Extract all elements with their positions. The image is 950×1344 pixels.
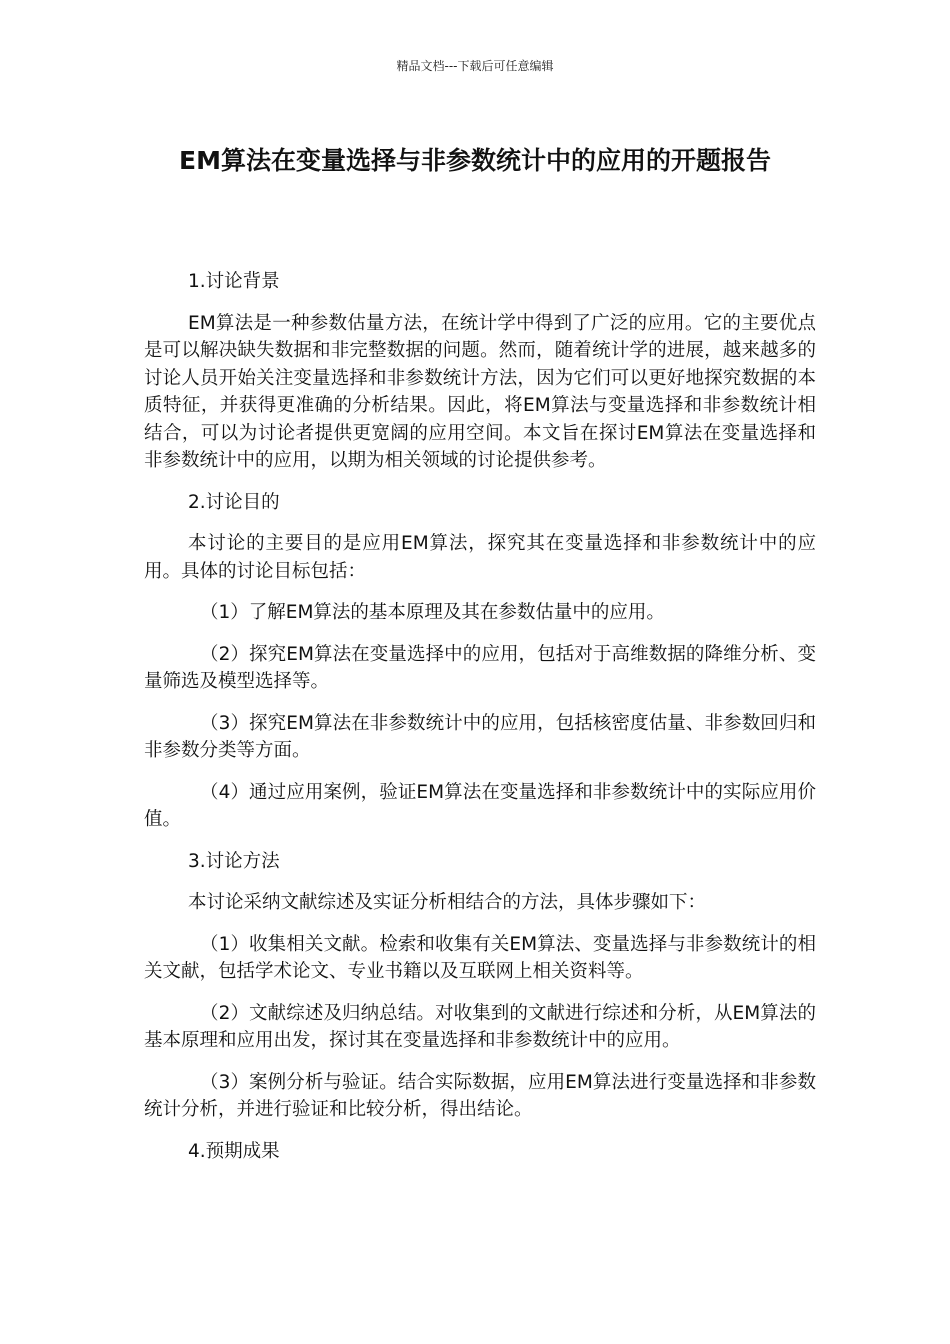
document-title: EM算法在变量选择与非参数统计中的应用的开题报告	[179, 146, 771, 175]
document-body	[144, 268, 816, 1179]
goal-item: （1）了解EM算法的基本原理及其在参数估量中的应用。	[200, 602, 665, 623]
goal-item: （3）探究EM算法在非参数统计中的应用，包括核密度估量、非参数回归和非参数分类等方面。	[144, 712, 816, 761]
method-item: （1）收集相关文献。检索和收集有关EM算法、变量选择与非参数统计的相关文献，包括学术论文、专业书籍以及互联网上相关资料等。	[144, 933, 816, 982]
paragraph-background: EM算法是一种参数估量方法，在统计学中得到了广泛的应用。它的主要优点是可以解决缺失数据和非完整数据的问题。然而，随着统计学的进展，越来越多的讨论人员开始关注变量选择和非参数统计方法，因为它们可以更好地探究数据的本质特征，并获得更准确的分析结果。因此，将EM算法与变量选择和非参数统计相结合，可以为讨论者提供更宽阔的应用空间。本文旨在探讨EM算法在变量选择和非参数统计中的应用，以期为相关领域的讨论提供参考。	[144, 312, 816, 471]
section-heading-results: 4.预期成果	[188, 1140, 280, 1162]
paragraph-method-intro: 本讨论采纳文献综述及实证分析相结合的方法，具体步骤如下：	[188, 892, 707, 913]
section-heading-background: 1.讨论背景	[188, 271, 280, 292]
goal-item: （2）探究EM算法在变量选择中的应用，包括对于高维数据的降维分析、变量筛选及模型选择等。	[144, 643, 816, 692]
section-heading-goal: 2.讨论目的	[188, 491, 280, 513]
section-heading-method: 3.讨论方法	[188, 850, 280, 872]
header-note: 精品文档---下载后可任意编辑	[396, 59, 554, 73]
goal-item: （4）通过应用案例，验证EM算法在变量选择和非参数统计中的实际应用价值。	[144, 781, 816, 830]
paragraph-goal-intro: 本讨论的主要目的是应用EM算法，探究其在变量选择和非参数统计中的应用。具体的讨论目标包括：	[144, 533, 816, 582]
method-item: （3）案例分析与验证。结合实际数据，应用EM算法进行变量选择和非参数统计分析，并进行验证和比较分析，得出结论。	[144, 1071, 816, 1120]
method-item: （2）文献综述及归纳总结。对收集到的文献进行综述和分析，从EM算法的基本原理和应用出发，探讨其在变量选择和非参数统计中的应用。	[144, 1002, 816, 1051]
